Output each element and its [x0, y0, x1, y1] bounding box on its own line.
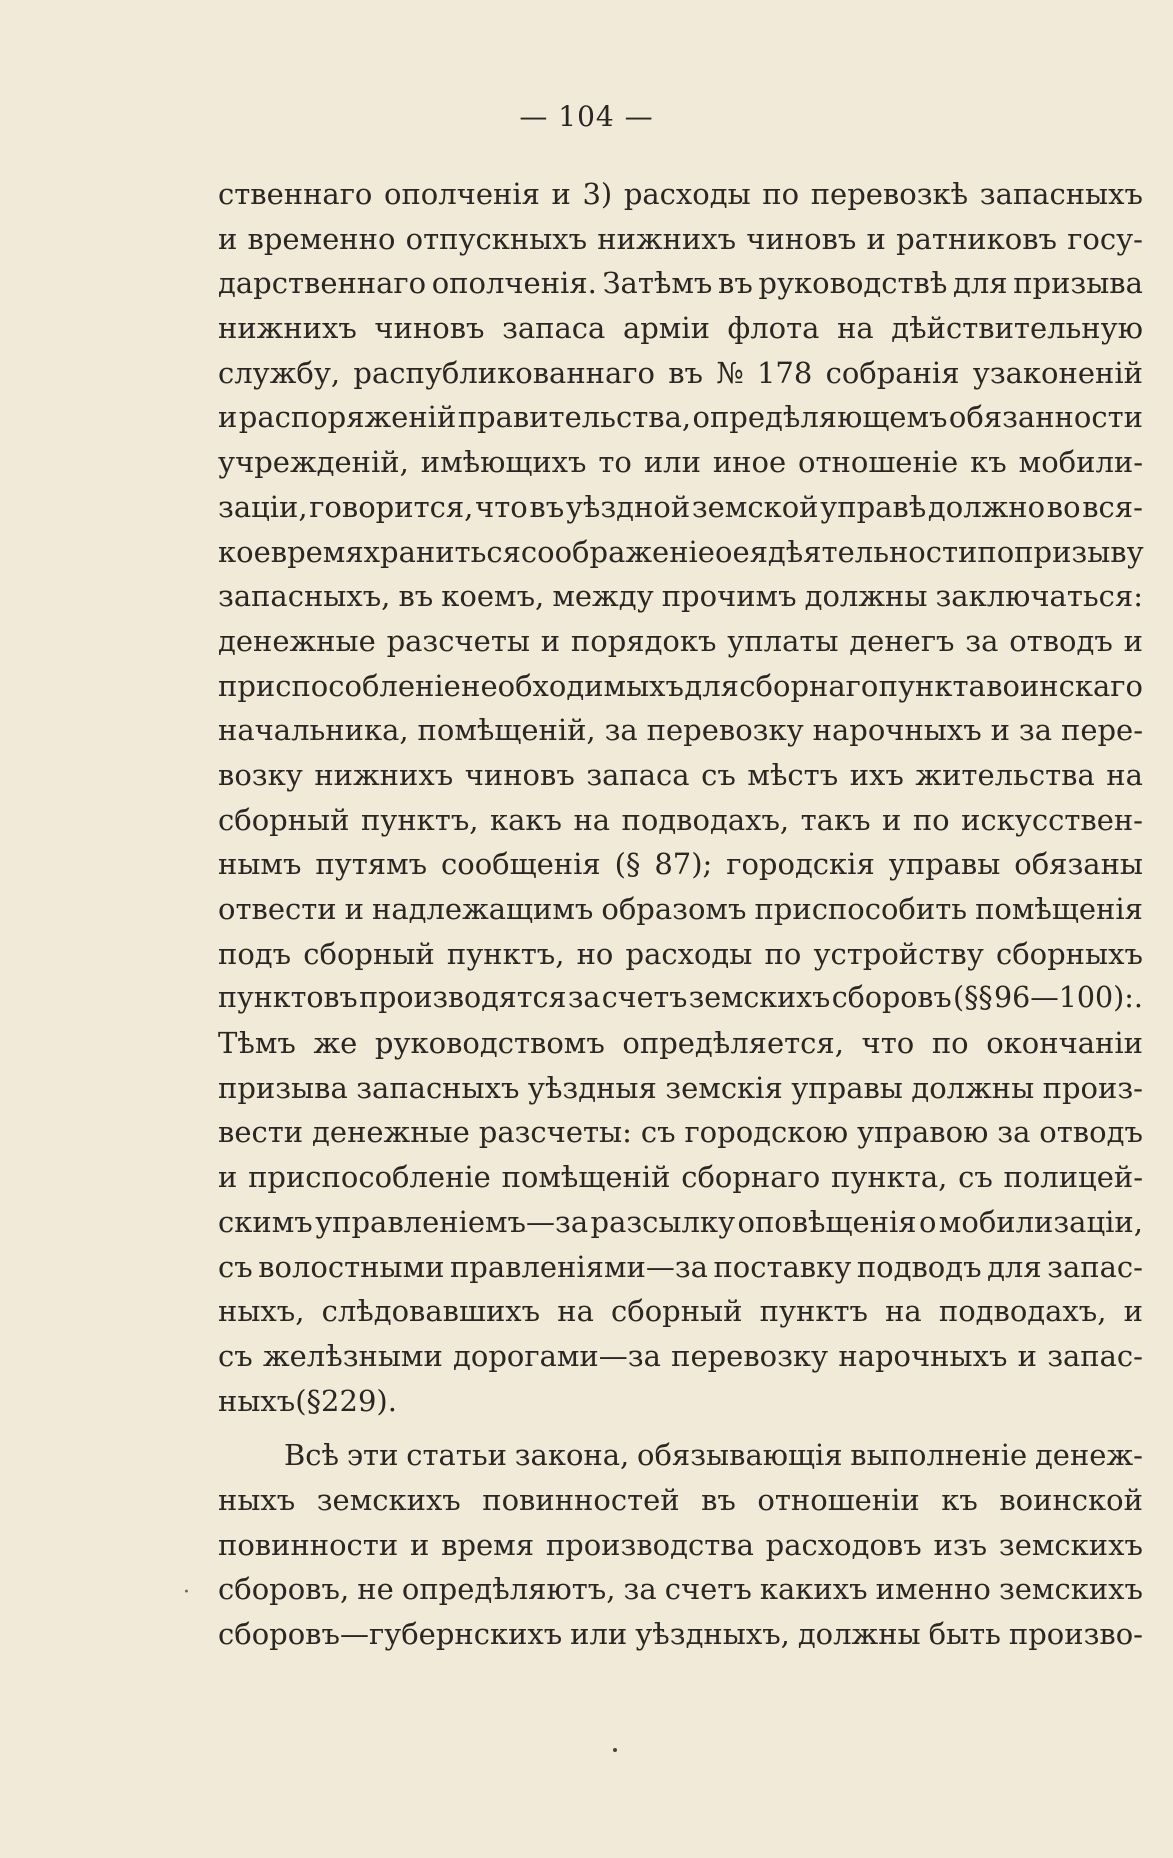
word: за [1018, 713, 1053, 748]
text-line [218, 395, 1143, 440]
word: счетъ [601, 981, 688, 1015]
text-line [218, 1066, 1143, 1111]
word: запаса [586, 757, 690, 792]
word: же [313, 1026, 358, 1061]
word: съ [640, 1115, 676, 1150]
word: и [218, 221, 238, 256]
text-line [218, 485, 1143, 530]
word: 229). [321, 1383, 397, 1418]
word: пункта [878, 668, 986, 703]
word: въ [668, 355, 703, 390]
word: окончаніи [986, 1026, 1143, 1061]
word: образомъ [601, 892, 747, 926]
word: мобилизаціи, [938, 1204, 1143, 1239]
word: коемъ, [441, 579, 545, 614]
word: сборовъ [831, 981, 952, 1015]
word: и [218, 1160, 238, 1195]
word: арміи [622, 311, 710, 346]
word: съ [218, 1249, 253, 1284]
word: по [762, 177, 800, 211]
word: земскихъ [998, 1527, 1143, 1562]
word: между [552, 579, 654, 614]
text-line [218, 1379, 1143, 1424]
word: отводъ [1009, 623, 1113, 658]
word: волостными [258, 1249, 445, 1284]
word: запасныхъ [356, 1070, 520, 1105]
word: помѣщеній [501, 1160, 671, 1195]
word: подъ [218, 936, 292, 971]
word: съ [218, 1338, 253, 1373]
word: сборнаго [739, 668, 879, 703]
word: за [997, 1115, 1031, 1150]
text-line [218, 1612, 1143, 1657]
word: помѣщеній, [417, 713, 596, 748]
word: денеж- [1034, 1438, 1143, 1473]
word: подводъ [856, 1249, 982, 1284]
word: должны [911, 1070, 1035, 1105]
word: на [557, 1294, 594, 1329]
word: произво- [1008, 1617, 1143, 1651]
word: расходы [623, 177, 751, 211]
word: отношеніи [757, 1482, 920, 1517]
word: и [540, 623, 561, 658]
body-text [218, 172, 1143, 1657]
word: сборовъ, [218, 1572, 350, 1607]
word: храниться [363, 534, 521, 569]
word: ныхъ [218, 1482, 296, 1517]
text-line [218, 1433, 1143, 1478]
word: ратниковъ [896, 221, 1057, 256]
text-line [218, 172, 1143, 217]
word: заключаться: [935, 579, 1143, 614]
text-line [218, 708, 1143, 753]
text-line [218, 932, 1143, 977]
text-line [218, 798, 1143, 843]
word: или [570, 1617, 628, 1651]
word: по [764, 936, 802, 971]
word: въ [529, 489, 565, 524]
paragraph-gap [218, 1423, 1143, 1433]
word: о [714, 534, 733, 569]
word: мобили- [1018, 445, 1143, 480]
word: нижнихъ [314, 757, 454, 792]
word: правительства, [457, 400, 692, 435]
word: повинностей [482, 1482, 680, 1517]
word: какихъ [759, 1572, 868, 1607]
text-line [218, 1155, 1143, 1200]
word: подводахъ, [621, 802, 790, 837]
word: нижнихъ [218, 311, 357, 346]
word: выполненіе [850, 1438, 1028, 1473]
word: перевозкѣ [810, 177, 969, 211]
word: необходимыхъ [461, 668, 684, 703]
word: разсылку [590, 1204, 736, 1239]
word: и [344, 892, 364, 926]
word: и [990, 713, 1010, 748]
word: чиновъ [746, 221, 857, 256]
word: обязывающія [637, 1438, 843, 1473]
word: что [861, 1026, 915, 1061]
word: за [965, 623, 999, 658]
word: пунктъ, [360, 802, 479, 837]
word: дарственнаго [218, 266, 427, 301]
word: денегъ [849, 623, 955, 658]
word: время [441, 1527, 535, 1562]
text-line [218, 306, 1143, 351]
word: помѣщенія [975, 892, 1143, 926]
word: пунктовъ [218, 981, 358, 1015]
word: къ [941, 1482, 978, 1517]
word: призыва [218, 1070, 348, 1105]
word: расходовъ [765, 1527, 922, 1562]
word: ныхъ, [218, 1294, 305, 1329]
word: № [716, 355, 744, 390]
word: 96—100):. [993, 981, 1143, 1015]
word: управою [857, 1115, 989, 1150]
word: производятся [359, 981, 567, 1015]
text-line [218, 1334, 1143, 1379]
word: опредѣляется, [622, 1026, 844, 1061]
word: и [866, 221, 886, 256]
word: желѣзными [262, 1338, 443, 1373]
text-line [218, 753, 1143, 798]
word: отпускныхъ [405, 221, 588, 256]
text-line [218, 217, 1143, 262]
word: земскія [665, 1070, 783, 1105]
word: эти [346, 1438, 399, 1473]
word: за [623, 1572, 657, 1607]
text-line [218, 1021, 1143, 1066]
word: земскихъ [688, 981, 831, 1015]
word: расходы [625, 936, 753, 971]
text-line [218, 1110, 1143, 1155]
word: сборныхъ [995, 936, 1143, 971]
word: должны [797, 1617, 921, 1651]
word: госу- [1067, 221, 1143, 256]
word: что [475, 489, 528, 524]
word: не [357, 1572, 394, 1607]
word: правленіями—за [449, 1249, 708, 1284]
word: воинской [999, 1482, 1143, 1517]
word: изъ [933, 1527, 988, 1562]
word: такъ [800, 802, 871, 837]
text-line [218, 619, 1143, 664]
word: съ [701, 757, 736, 792]
word: пункта, [830, 1160, 948, 1195]
word: денежные [312, 1115, 470, 1150]
word: учрежденій, [218, 445, 409, 480]
word: во [1046, 489, 1081, 524]
word: распубликованнаго [353, 355, 655, 390]
word: производства [545, 1527, 754, 1562]
word: или [643, 445, 701, 480]
word: для [952, 266, 1008, 301]
text-line [218, 1289, 1143, 1334]
word: собранія [825, 355, 960, 390]
word: пунктъ, [446, 936, 565, 971]
word: и [1123, 1294, 1143, 1329]
word: для [684, 668, 739, 703]
word: мѣстъ [747, 757, 839, 792]
word: сборный [303, 936, 435, 971]
word: какъ [489, 802, 562, 837]
word: денежные [218, 623, 376, 658]
word: къ [970, 445, 1007, 480]
word: земской [691, 489, 819, 524]
word: пунктъ [759, 1294, 868, 1329]
word: уѣздныя [527, 1070, 657, 1105]
word: распоряженій [238, 400, 457, 435]
word: (§§ [952, 981, 993, 1015]
word: управленіемъ—за [315, 1204, 589, 1239]
text-line [218, 1567, 1143, 1612]
text-line [218, 440, 1143, 485]
word: запас- [1047, 1338, 1143, 1373]
word: дѣйствительную [891, 311, 1143, 346]
word: земскихъ [316, 1482, 461, 1517]
word: управѣ [820, 489, 927, 524]
word: и [1123, 623, 1143, 658]
word: призыва [1013, 266, 1143, 301]
word: слѣдовавшихъ [321, 1294, 541, 1329]
word: ственнаго [218, 177, 373, 211]
word: счетъ [664, 1572, 752, 1607]
word: полицей- [1003, 1160, 1143, 1195]
word: управы [888, 847, 1001, 882]
paragraph-1 [218, 172, 1143, 1423]
word: (§ [295, 1383, 322, 1418]
text-line [218, 261, 1143, 306]
word: приспособить [754, 892, 968, 926]
word: но [576, 936, 614, 971]
word: чиновъ [464, 757, 575, 792]
word: имѣющихъ [420, 445, 587, 480]
word: должны [804, 579, 928, 614]
word: на [573, 802, 611, 837]
word: жительства [915, 757, 1095, 792]
word: призыву [1014, 534, 1144, 569]
word: возку [218, 757, 303, 792]
text-line [218, 887, 1143, 932]
text-line [218, 976, 1143, 1021]
word: нижнихъ [597, 221, 737, 256]
word: флота [727, 311, 820, 346]
word: уѣздныхъ, [635, 1617, 790, 1651]
text-line [218, 530, 1143, 575]
word: повинности [218, 1527, 399, 1562]
word: 3) [582, 177, 613, 211]
word: въ [398, 579, 434, 614]
word: ея [732, 534, 768, 569]
ink-speck [613, 1748, 617, 1752]
word: нарочныхъ [838, 1338, 1008, 1373]
word: дѣятельностипо [767, 534, 1015, 569]
word: порядокъ [570, 623, 717, 658]
word: вести [218, 1115, 304, 1150]
word: кое [218, 534, 271, 569]
word: надлежащимъ [372, 892, 594, 926]
word: запасныхъ [979, 177, 1143, 211]
word: съ [958, 1160, 993, 1195]
word: отводъ [1039, 1115, 1143, 1150]
word: быть [928, 1617, 1001, 1651]
word: именно [875, 1572, 991, 1607]
word: скимъ [218, 1204, 313, 1239]
word: сообщенія [441, 847, 601, 882]
word: узаконеній [972, 355, 1143, 390]
word: обязаны [1014, 847, 1143, 882]
word: прочимъ [661, 579, 797, 614]
word: руководствѣ [758, 266, 948, 301]
word: подводахъ, [938, 1294, 1107, 1329]
word: на [1106, 757, 1143, 792]
word: городскою [684, 1115, 849, 1150]
text-line [218, 351, 1143, 396]
word: Всѣ [284, 1438, 340, 1473]
word: разсчеты: [478, 1115, 632, 1150]
word: приспособленіе [218, 668, 461, 703]
page-number: — 104 — [519, 100, 654, 133]
word: управы [791, 1070, 903, 1105]
word: перевозку [646, 713, 804, 748]
word: Тѣмъ [218, 1026, 296, 1061]
word: опредѣляющемъ [692, 400, 948, 435]
word: по [931, 1026, 969, 1061]
word: на [885, 1294, 922, 1329]
word: земскихъ [998, 1572, 1143, 1607]
text-line [218, 664, 1143, 709]
word: городскія [726, 847, 875, 882]
word: на [837, 311, 874, 346]
margin-mark: · [183, 1580, 190, 1605]
word: по [912, 802, 950, 837]
word: сборный [611, 1294, 743, 1329]
word: ополченія. [431, 266, 597, 301]
word: соображеніе [520, 534, 715, 569]
word: вся- [1082, 489, 1143, 524]
word: за [567, 981, 601, 1015]
word: заціи, [218, 489, 308, 524]
word: статьи [406, 1438, 507, 1473]
text-line [218, 574, 1143, 619]
word: должно [927, 489, 1046, 524]
word: и [218, 400, 238, 435]
word: временно [247, 221, 396, 256]
word: обязанности [948, 400, 1143, 435]
word: и [882, 802, 902, 837]
word: говорится, [309, 489, 474, 524]
word: 178 [756, 355, 813, 390]
word: путямъ [315, 847, 428, 882]
word: запасныхъ, [218, 579, 391, 614]
word: ополченія [383, 177, 540, 211]
text-line [218, 842, 1143, 887]
word: и [409, 1527, 430, 1562]
word: сборный [218, 802, 350, 837]
word: 87); [654, 847, 713, 882]
word: разсчеты [386, 623, 530, 658]
word: чиновъ [374, 311, 485, 346]
word: ихъ [849, 757, 904, 792]
word: (§ [614, 847, 641, 882]
word: сборовъ—губернскихъ [218, 1617, 563, 1651]
word: начальника, [218, 713, 409, 748]
text-line [218, 1478, 1143, 1523]
word: уѣздной [565, 489, 691, 524]
word: произ- [1042, 1070, 1143, 1105]
word: нымъ [218, 847, 302, 882]
paragraph-2 [218, 1433, 1143, 1656]
word: время [270, 534, 364, 569]
word: для [987, 1249, 1042, 1284]
text-line [218, 1523, 1143, 1568]
word: пере- [1060, 713, 1143, 748]
word: запаса [502, 311, 606, 346]
word: оповѣщенія [737, 1204, 917, 1239]
word: и [551, 177, 571, 211]
word: отношеніе [798, 445, 959, 480]
word: отвести [218, 892, 337, 926]
word: руководствомъ [374, 1026, 605, 1061]
word: нарочныхъ [812, 713, 982, 748]
word: о [918, 1204, 937, 1239]
word: Затѣмъ [602, 266, 713, 301]
word: иное [712, 445, 787, 480]
word: ныхъ [218, 1383, 296, 1418]
word: то [598, 445, 632, 480]
word: за [604, 713, 638, 748]
word: приспособленіе [248, 1160, 491, 1195]
word: закона, [514, 1438, 630, 1473]
word: поставку [713, 1249, 852, 1284]
word: въ [701, 1482, 736, 1517]
word: въ [718, 266, 753, 301]
word: устройству [813, 936, 984, 971]
word: дорогами—за [453, 1338, 661, 1373]
word: опредѣляютъ, [401, 1572, 616, 1607]
text-line [218, 1200, 1143, 1245]
word: и [1017, 1338, 1037, 1373]
text-line [218, 1245, 1143, 1290]
word: уплаты [727, 623, 839, 658]
word: службу, [218, 355, 341, 390]
word: воинскаго [986, 668, 1143, 703]
word: запас- [1047, 1249, 1143, 1284]
word: сборнаго [681, 1160, 821, 1195]
word: искусствен- [961, 802, 1143, 837]
word: перевозку [671, 1338, 829, 1373]
